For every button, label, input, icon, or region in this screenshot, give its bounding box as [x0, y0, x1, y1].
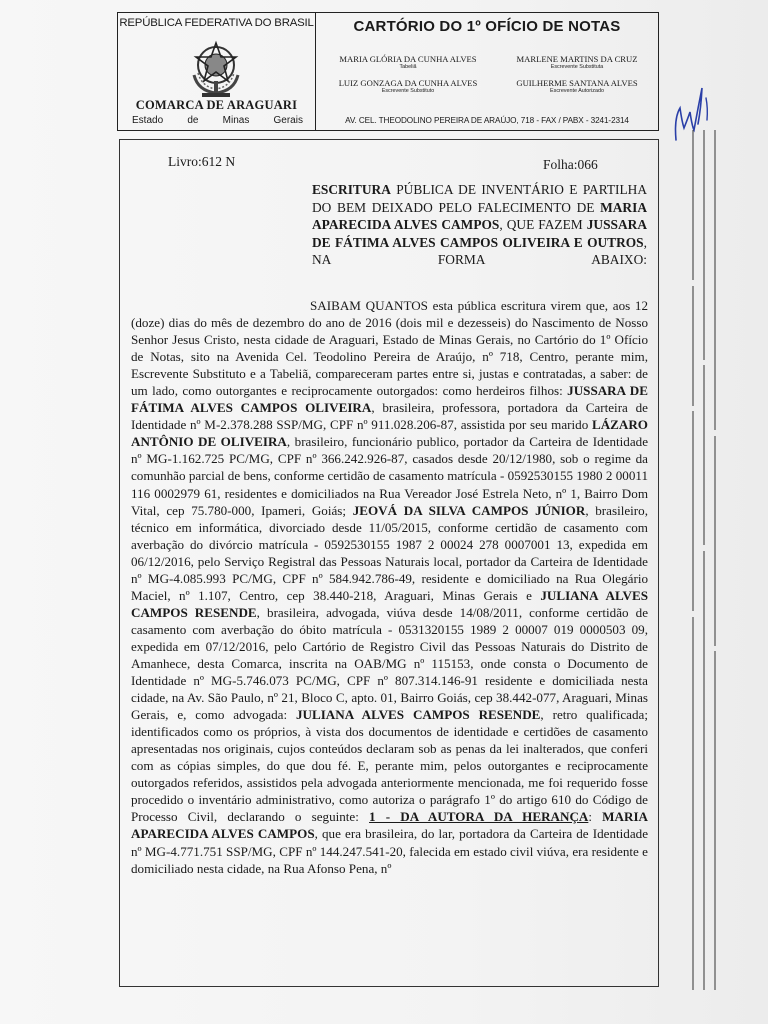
- title-segment: JUSSARA DE FÁTIMA ALVES CAMPOS OLIVEIRA E OUTROS: [312, 217, 647, 250]
- cartorio-address: AV. CEL. THEODOLINO PEREIRA DE ARAÚJO, 718 - FAX / PABX - 3241-2314: [345, 116, 629, 125]
- letterhead: [117, 12, 659, 131]
- staff-entry: [496, 54, 658, 70]
- body-text: , brasileiro, funcionário publico, portador da Carteira de Identidade nº MG-1.162.725 PC/MG, CPF nº 366.242.926-87, casados desde 20/12/1980, sob o regime da comunhão parcial de bens, conforme certidão de casamento matrícula - 0592530155 1980 2 00011 116 0002979 61, residentes e domiciliados na Rua Vereador José Estrela Neto, nº 1, Bairro Dom Vital, cep 75.780-000, Ipameri, Goiás;: [131, 434, 648, 518]
- staff-name: GUILHERME SANTANA ALVES: [516, 78, 638, 88]
- republica-label: REPÚBLICA FEDERATIVA DO BRASIL: [119, 17, 314, 29]
- party-name: JULIANA ALVES CAMPOS RESENDE: [295, 707, 541, 723]
- title-segment: , QUE FAZEM: [499, 217, 587, 232]
- staff-name: MARLENE MARTINS DA CRUZ: [516, 54, 638, 64]
- body-text: :: [588, 809, 603, 825]
- coat-of-arms-icon: [184, 35, 248, 99]
- title-segment: PÚBLICA DE INVENTÁRIO E PARTILHA DO BEM DEIXADO PELO FALECIMENTO DE: [312, 182, 647, 215]
- section-heading: 1 - DA AUTORA DA HERANÇA: [369, 809, 589, 825]
- body-text: , que era brasileira, do lar, portadora da Carteira de Identidade nº MG-4.771.751 SSP/MG, CPF nº 144.247.541-20, falecida em estado civil viúva, era residente e domiciliado nesta cidade, na Rua Afonso Pena, nº: [131, 826, 649, 876]
- estado-word: Estado: [132, 115, 164, 126]
- party-name: MARIA APARECIDA ALVES CAMPOS: [131, 809, 648, 842]
- title-segment: MARIA APARECIDA ALVES CAMPOS: [312, 199, 647, 232]
- estado-word: Gerais: [273, 115, 303, 126]
- folha-label: Folha:066: [543, 157, 598, 172]
- staff-name: LUIZ GONZAGA DA CUNHA ALVES: [338, 78, 478, 88]
- title-segment: , NA FORMA ABAIXO:: [312, 234, 647, 267]
- estado-word: Minas: [222, 115, 250, 126]
- party-name: JUSSARA DE FÁTIMA ALVES CAMPOS OLIVEIRA: [131, 383, 648, 416]
- staff-entry: [496, 78, 658, 94]
- staff-entry: [324, 54, 492, 70]
- staff-name: MARIA GLÓRIA DA CUNHA ALVES: [339, 54, 477, 64]
- estado-label: [132, 115, 303, 126]
- comarca-label: COMARCA DE ARAGUARI: [135, 98, 298, 112]
- body-text: , retro qualificada; identificados como os próprios, à vista dos documentos de identidade e certidões de casamento apresentadas nos originais, cujos conteúdos declaram sob as penas da lei inalterados, que conferi com as cópias simples, do que dou fé. E, perante mim, pelos outorgantes e reciprocamente outorgados referidos, assistidos pela advogada anteriormente mencionada, me foi requerido fosse procedido o inventário administrativo, como autoriza o parágrafo 1º do artigo 610 do Código de Processo Civil, declarando o seguinte:: [131, 707, 648, 825]
- party-name: JULIANA ALVES CAMPOS RESENDE: [131, 587, 648, 620]
- letterhead-right: [316, 13, 658, 130]
- livro-label: Livro:612 N: [168, 154, 236, 169]
- body-text: , brasileiro, técnico em informática, divorciado desde 11/05/2015, conforme certidão de casamento com averbação do divórcio matrícula - 0592530155 1987 2 00024 278 0007001 13, expedida em 06/12/2016, pelo Serviço Registral das Pessoas Naturais local, portador da Carteira de Identidade nº MG-4.085.993 PC/MG, CPF nº 584.942.786-49, residente e domiciliado na Rua Olegário Maciel, nº 1.107, Centro, cep 38.440-218, Araguari, Minas Gerais e: [131, 502, 648, 603]
- letterhead-left: [118, 13, 316, 130]
- deed-title: [312, 181, 647, 269]
- staff-role: Tabeliã: [399, 64, 417, 70]
- margin-rule-lines: [660, 130, 720, 1000]
- cartorio-title: CARTÓRIO DO 1º OFÍCIO DE NOTAS: [353, 18, 621, 35]
- staff-role: Escrevente Autorizado: [550, 88, 604, 94]
- staff-entry: [324, 78, 492, 94]
- staff-role: Escrevente Substituto: [381, 88, 435, 94]
- party-name: LÁZARO ANTÔNIO DE OLIVEIRA: [131, 417, 648, 450]
- estado-word: de: [187, 115, 199, 126]
- staff-role: Escrevente Substituta: [550, 64, 604, 70]
- body-paragraph: [131, 297, 648, 877]
- body-text: , brasileira, advogada, viúva desde 14/08/2011, conforme certidão de casamento com averbação do óbito matrícula - 0531320155 1989 2 00007 019 0000503 09, expedida em 07/12/2016, pelo Cartório de Registro Civil das Pessoas Naturais do Distrito de Amanhece, desta Comarca, inscrita na OAB/MG nº 115153, onde consta o Documento de Identidade nº MG-5.746.073 PC/MG, CPF nº 807.314.146-91 residente e domiciliada nesta cidade, na Av. São Paulo, nº 21, Bloco C, apto. 01, Bairro Goiás, cep 38.442-077, Araguari, Minas Gerais, e, como advogada:: [131, 604, 649, 723]
- deed-body: [131, 297, 648, 877]
- party-name: JEOVÁ DA SILVA CAMPOS JÚNIOR: [352, 502, 586, 518]
- body-text: , brasileira, professora, portadora da Carteira de Identidade nº M-2.378.288 SSP/MG, CPF nº 911.028.206-87, assistida por seu marido: [131, 400, 648, 433]
- body-text: SAIBAM QUANTOS esta pública escritura virem que, aos 12 (doze) dias do mês de dezembro do ano de 2016 (dois mil e dezesseis) do Nascimento de Nosso Senhor Jesus Cristo, nesta cidade de Araguari, Estado de Minas Gerais, no Cartório do 1º Ofício de Notas, sito na Avenida Cel. Teodolino Pereira de Araújo, nº 718, Centro, perante mim, Escrevente Substituto e a Tabeliã, compareceram partes entre si, justas e contratadas, a saber: de um lado, como outorgantes e reciprocamente outorgados: como herdeiros filhos:: [131, 298, 648, 399]
- title-segment: ESCRITURA: [312, 182, 391, 197]
